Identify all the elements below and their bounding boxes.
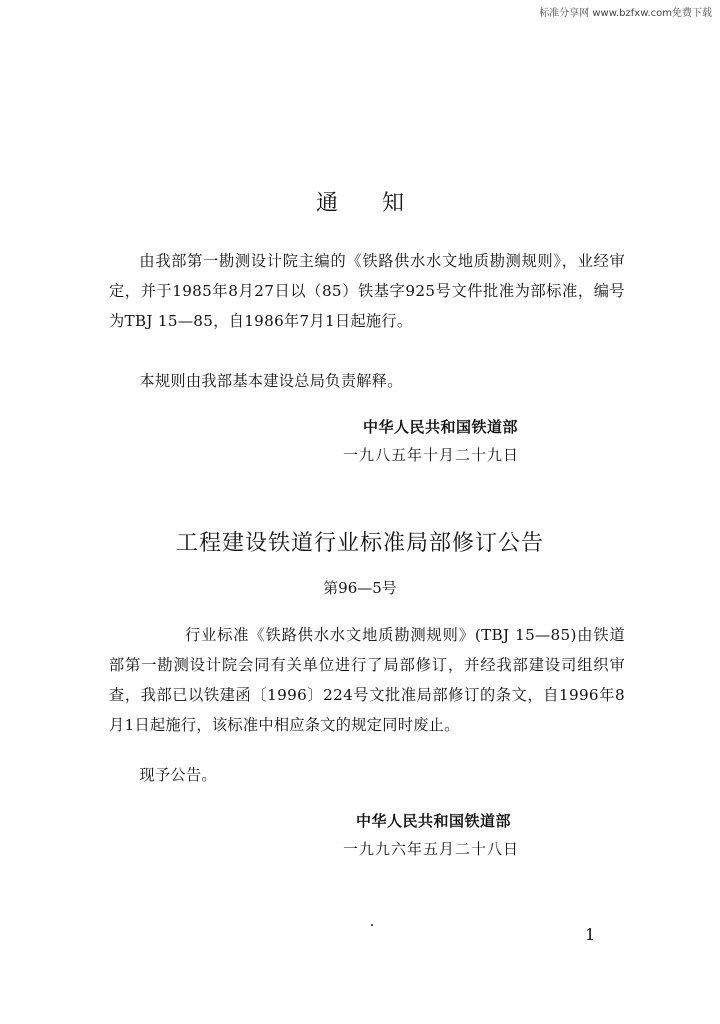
page-number: 1 — [585, 925, 596, 944]
notice-title-char-1: 通 — [315, 191, 338, 216]
announcement-paragraph-1: 行业标准《铁路供水水文地质勘测规则》(TBJ 15—85)由铁道部第一勘测设计院会同有关单位进行了局部修订，并经我部建设司组织审查，我部已以铁建函〔1996〕224号文批准局部修订的条文，自1996年8月1日起施行，该标准中相应条文的规定同时废止。 — [109, 626, 625, 734]
notice-paragraph-2: 本规则由我部基本建设总局负责解释。 — [139, 372, 403, 390]
announcement-signature-org: 中华人民共和国铁道部 — [356, 812, 512, 830]
notice-signature-date: 一九八五年十月二十九日 — [343, 446, 520, 464]
notice-title-char-2: 知 — [382, 191, 405, 216]
announcement-paragraph-2: 现予公告。 — [139, 766, 217, 784]
notice-paragraph-1: 由我部第一勘测设计院主编的《铁路供水水文地质勘测规则》，业经审定，并于1985年8月27日以（85）铁基字925号文件批准为部标准，编号为TBJ 15—85，自1986年7月1日起施行。 — [109, 252, 625, 330]
site-watermark: 标准分享网 www.bzfxw.com免费下载 — [539, 8, 712, 19]
notice-title — [0, 186, 720, 217]
scan-speck — [371, 924, 373, 926]
notice-signature-org: 中华人民共和国铁道部 — [363, 418, 519, 436]
announcement-signature-date: 一九九六年五月二十八日 — [343, 840, 520, 858]
announcement-title: 工程建设铁道行业标准局部修订公告 — [175, 531, 544, 556]
announcement-number: 第96—5号 — [323, 579, 397, 597]
